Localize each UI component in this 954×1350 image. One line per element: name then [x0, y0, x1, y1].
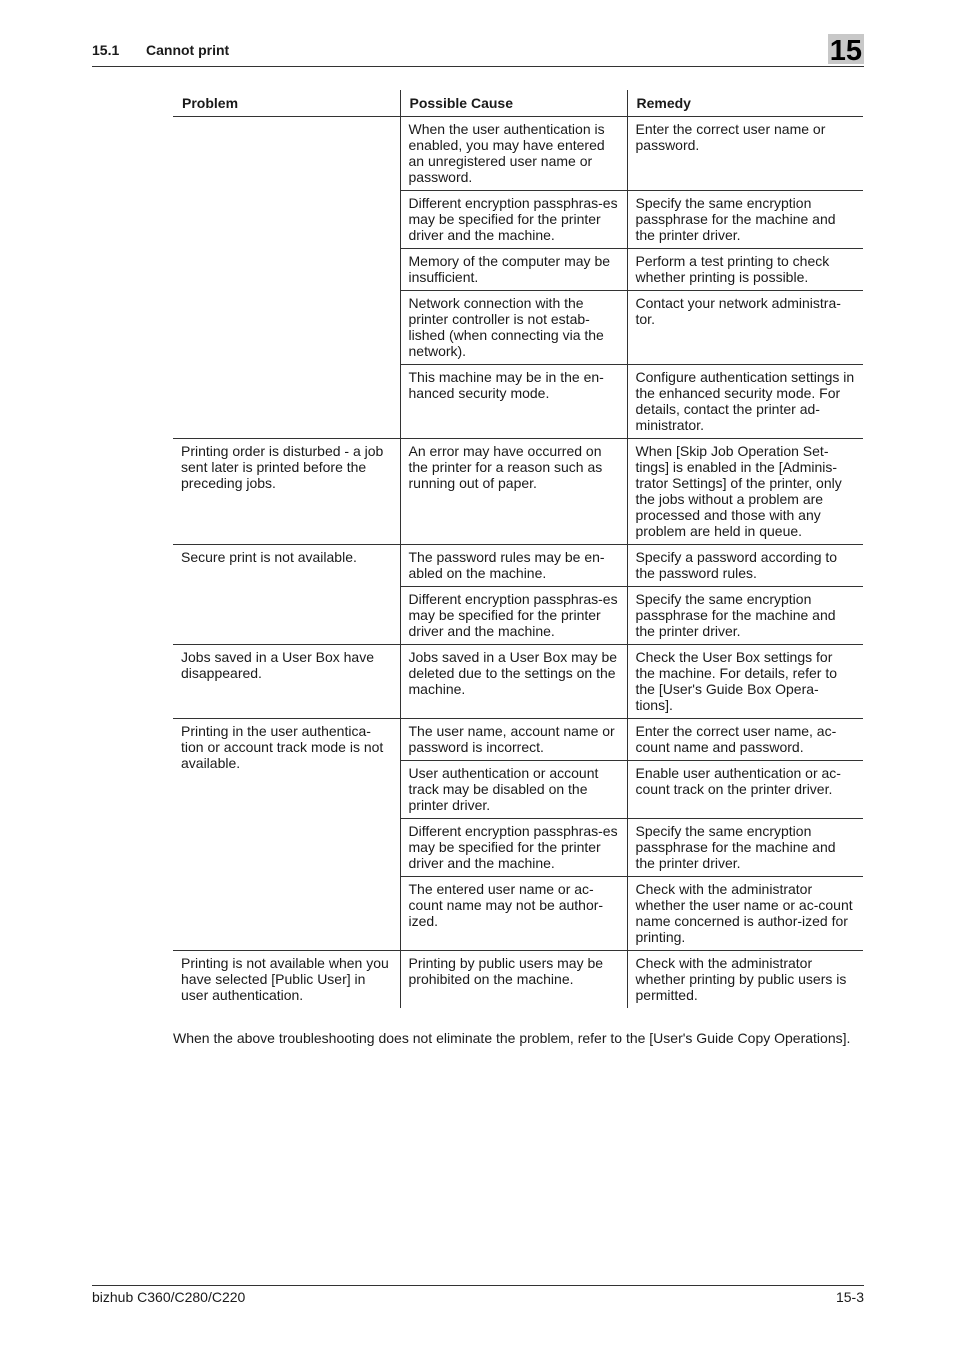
cause-cell: Different encryption passphras-es may be specified for the printer driver and the machine. [400, 587, 627, 645]
section-title: Cannot print [146, 42, 230, 58]
troubleshooting-note: When the above troubleshooting does not eliminate the problem, refer to the [User's Guide Copy Operations]. [173, 1030, 851, 1046]
table-row [173, 439, 863, 545]
remedy-cell: When [Skip Job Operation Set-tings] is enabled in the [Adminis-trator Settings] of the printer, only the jobs without a problem are processed and those with any problem are held in queue. [627, 439, 863, 545]
cause-cell: The password rules may be en-abled on the machine. [400, 545, 627, 587]
table-header-row [173, 90, 863, 117]
remedy-cell: Contact your network administra-tor. [627, 291, 863, 365]
table-row [173, 719, 863, 761]
cause-cell: When the user authentication is enabled, you may have entered an unregistered user name or password. [400, 117, 627, 191]
cause-cell: The entered user name or ac-count name may not be author-ized. [400, 877, 627, 951]
column-header-possible-cause: Possible Cause [400, 90, 627, 117]
problem-cell: Printing order is disturbed - a job sent later is printed before the preceding jobs. [173, 439, 400, 545]
cause-cell: Printing by public users may be prohibited on the machine. [400, 951, 627, 1009]
remedy-cell: Check with the administrator whether the user name or ac-count name concerned is author-ized for printing. [627, 877, 863, 951]
problem-cell [173, 117, 400, 439]
table-row [173, 545, 863, 587]
cause-cell: An error may have occurred on the printer for a reason such as running out of paper. [400, 439, 627, 545]
remedy-cell: Check the User Box settings for the machine. For details, refer to the [User's Guide Box Opera-tions]. [627, 645, 863, 719]
problem-cell: Printing is not available when you have selected [Public User] in user authentication. [181, 955, 389, 1003]
problem-cell: Secure print is not available. [173, 545, 400, 645]
column-header-problem: Problem [173, 90, 400, 117]
remedy-cell: Enter the correct user name or password. [627, 117, 863, 191]
cause-cell: Jobs saved in a User Box may be deleted due to the settings on the machine. [400, 645, 627, 719]
table-row [173, 117, 863, 191]
page-header [92, 36, 864, 67]
table-row [173, 645, 863, 719]
remedy-cell: Perform a test printing to check whether printing is possible. [627, 249, 863, 291]
cause-cell: Different encryption passphras-es may be specified for the printer driver and the machine. [400, 191, 627, 249]
remedy-cell: Specify the same encryption passphrase for the machine and the printer driver. [627, 191, 863, 249]
cause-cell: This machine may be in the en-hanced security mode. [400, 365, 627, 439]
table-row [173, 951, 863, 1009]
section-number: 15.1 [92, 42, 120, 58]
product-model: bizhub C360/C280/C220 [92, 1289, 246, 1305]
remedy-cell: Enter the correct user name, ac-count name and password. [627, 719, 863, 761]
column-header-remedy: Remedy [627, 90, 863, 117]
cause-cell: The user name, account name or password is incorrect. [400, 719, 627, 761]
cause-cell: User authentication or account track may be disabled on the printer driver. [400, 761, 627, 819]
chapter-number-badge: 15 [829, 35, 862, 67]
remedy-cell: Specify the same encryption passphrase for the machine and the printer driver. [627, 587, 863, 645]
cause-cell: Memory of the computer may be insufficient. [400, 249, 627, 291]
troubleshooting-table [173, 90, 863, 1008]
remedy-cell: Configure authentication settings in the enhanced security mode. For details, contact the printer ad-ministrator. [627, 365, 863, 439]
page-footer [92, 1285, 864, 1305]
page-number: 15-3 [835, 1289, 864, 1305]
remedy-cell: Specify a password according to the password rules. [627, 545, 863, 587]
cause-cell: Network connection with the printer controller is not estab-lished (when connecting via the network). [400, 291, 627, 365]
remedy-cell: Enable user authentication or ac-count track on the printer driver. [627, 761, 863, 819]
problem-cell: Printing in the user authentica-tion or account track mode is not available. [173, 719, 400, 951]
problem-cell: Jobs saved in a User Box have disappeared. [173, 645, 400, 719]
remedy-cell: Check with the administrator whether printing by public users is permitted. [627, 951, 863, 1009]
cause-cell: Different encryption passphras-es may be specified for the printer driver and the machine. [400, 819, 627, 877]
remedy-cell: Specify the same encryption passphrase for the machine and the printer driver. [627, 819, 863, 877]
